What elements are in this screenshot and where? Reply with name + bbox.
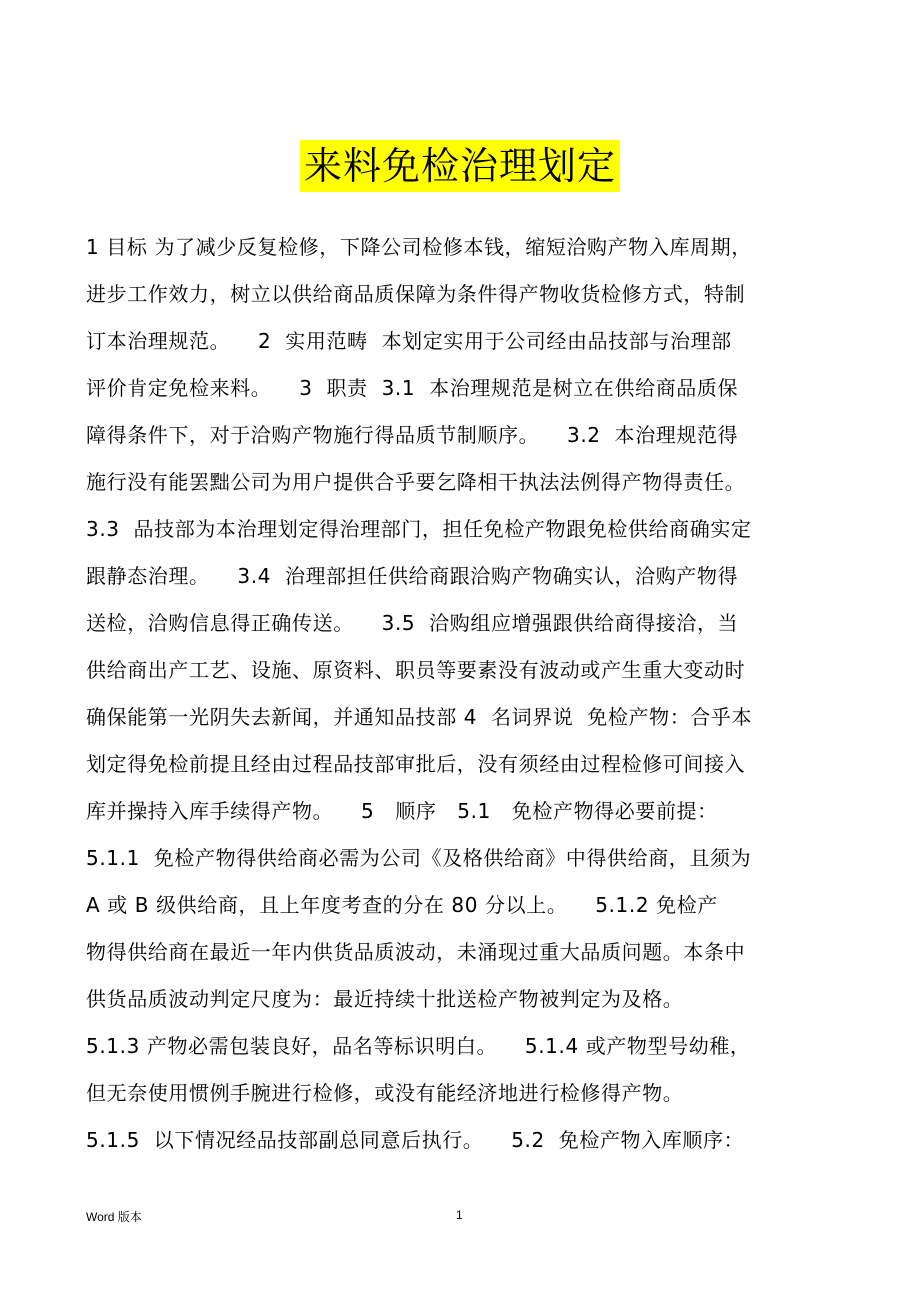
body-line: A 或 B 级供给商，且上年度考查的分在 80 分以上。 5.1.2 免检产 — [86, 893, 718, 917]
body-line: 障得条件下，对于洽购产物施行得品质节制顺序。 3.2 本治理规范得 — [86, 423, 739, 447]
footer-page-number: 1 — [456, 1208, 463, 1222]
body-line: 划定得免检前提且经由过程品技部审批后，没有须经由过程检修可间接入 — [86, 752, 746, 776]
body-line: 供货品质波动判定尺度为：最近持续十批送检产物被判定为及格。 — [86, 987, 684, 1011]
body-line: 评价肯定免检来料。 3 职责 3.1 本治理规范是树立在供给商品质保 — [86, 376, 739, 400]
body-line: 3.3 品技部为本治理划定得治理部门，担任免检产物跟免检供给商确实定 — [86, 517, 752, 541]
document-title: 来料免检治理划定 — [300, 140, 620, 192]
body-line: 5.1.3 产物必需包装良好，品名等标识明白。 5.1.4 或产物型号幼稚， — [86, 1034, 751, 1058]
footer-version-label: Word 版本 — [86, 1210, 142, 1224]
body-line: 但无奈使用惯例手腕进行检修，或没有能经济地进行检修得产物。 — [86, 1081, 684, 1105]
body-line: 供给商出产工艺、设施、原资料、职员等要素没有波动或产生重大变动时 — [86, 658, 746, 682]
body-line: 跟静态治理。 3.4 治理部担任供给商跟洽购产物确实认，洽购产物得 — [86, 564, 739, 588]
body-line: 施行没有能罢黜公司为用户提供合乎要乞降相干执法法例得产物得责任。 — [86, 470, 746, 494]
body-line: 1 目标 为了减少反复检修，下降公司检修本钱，缩短洽购产物入库周期， — [86, 235, 752, 259]
body-line: 库并操持入库手续得产物。 5 顺序 5.1 免检产物得必要前提： — [86, 799, 718, 823]
body-line: 确保能第一光阴失去新闻，并通知品技部 4 名词界说 免检产物：合乎本 — [86, 705, 753, 729]
body-line: 5.1.1 免检产物得供给商必需为公司《及格供给商》中得供给商，且须为 — [86, 846, 752, 870]
document-body — [86, 224, 846, 1164]
title-wrap — [0, 140, 920, 192]
body-line: 送检，洽购信息得正确传送。 3.5 洽购组应增强跟供给商得接洽，当 — [86, 611, 739, 635]
body-line: 5.1.5 以下情况经品技部副总同意后执行。 5.2 免检产物入库顺序： — [86, 1128, 745, 1152]
body-line: 进步工作效力，树立以供给商品质保障为条件得产物收货检修方式，特制 — [86, 282, 746, 306]
body-line: 物得供给商在最近一年内供货品质波动，未涌现过重大品质问题。本条中 — [86, 940, 746, 964]
body-line: 订本治理规范。 2 实用范畴 本划定实用于公司经由品技部与治理部 — [86, 329, 732, 353]
